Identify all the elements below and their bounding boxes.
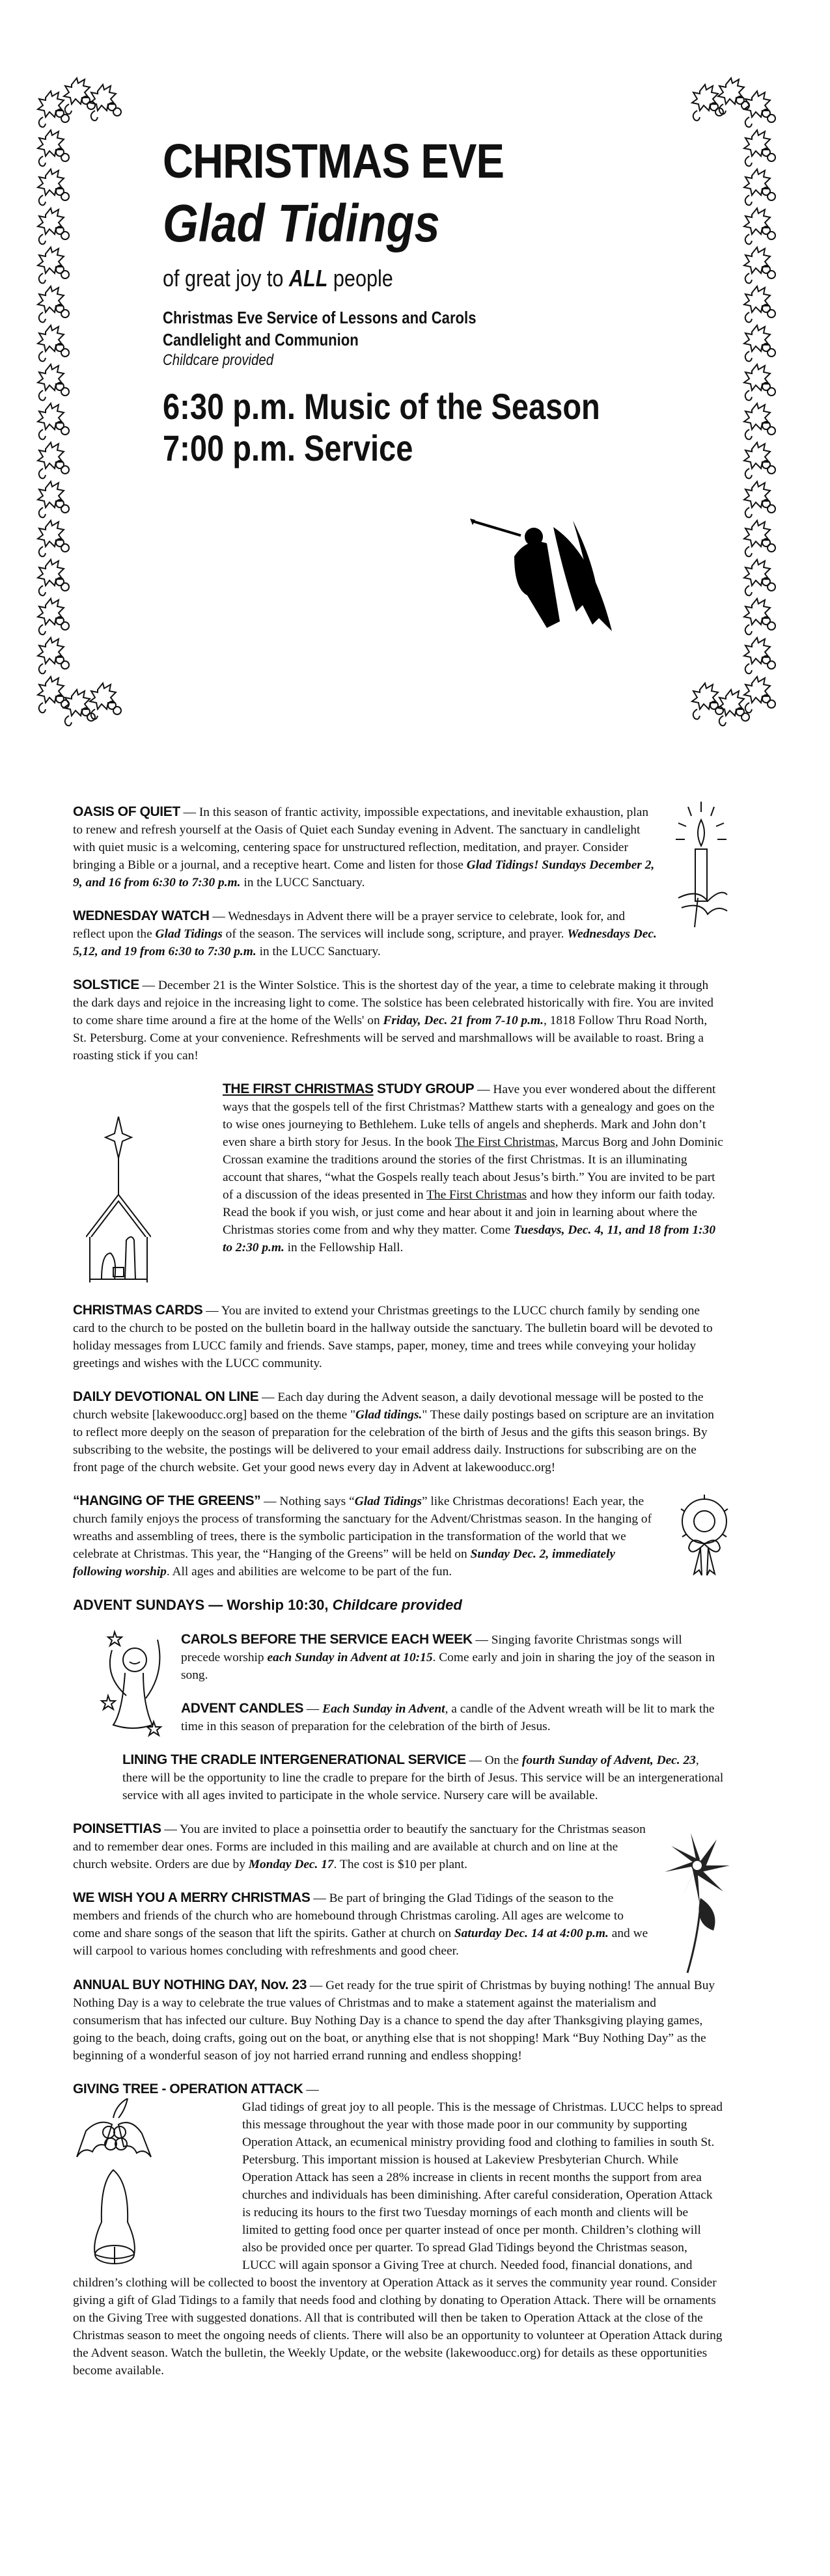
article-hanging-of-the-greens: “HANGING OF THE GREENS” — Nothing says “Glad Tidings” like Christmas decorations! Each year, the church family enjoys the process of transforming the sanctuary for the Advent/Christmas season. In the hanging of wreaths and assembling of trees, there is the symbolic participation in the transformation of the world that we celebrate at Christmas. This year, the “Hanging of the Greens” will be held on Sunday Dec. 2, immediately following worship. All ages and abilities are welcome to be part of the fun. (73, 1492, 724, 1580)
service-detail: Candlelight and Communion (163, 330, 359, 349)
advent-sundays-heading: ADVENT SUNDAYS — Worship 10:30, Childcare provided (73, 1597, 462, 1613)
carols-subsection: CAROLS BEFORE THE SERVICE EACH WEEK — Singing favorite Christmas songs will precede worship each Sunday in Advent at 10:15. Come early and join in sharing the joy of the season in song. (181, 1632, 715, 1682)
article-heading: THE FIRST CHRISTMAS (223, 1081, 374, 1096)
subsection-heading: ADVENT CANDLES (181, 1701, 304, 1716)
article-heading: WE WISH YOU A MERRY CHRISTMAS (73, 1890, 311, 1905)
article-heading: WEDNESDAY WATCH (73, 908, 210, 923)
flyer-title: CHRISTMAS EVE (163, 134, 505, 188)
christmas-eve-flyer (0, 0, 830, 781)
article-giving-tree-operation-attack: GIVING TREE - OPERATION ATTACK — Glad tidings of great joy to all people. This is the message of Christmas. LUCC helps to spread this message throughout the year with those made poor in our community by supporting Operation Attack, an ecumenical ministry providing food and clothing to families in south St. Petersburg. This important mission is housed at Lakeview Presbyterian Church. While Operation Attack has seen a 28% increase in clients in recent months the support from area churches and individuals has been diminishing. After careful consideration, Operation Attack is reducing its hours to the first two Tuesday mornings of each month and clients will be limited to getting food once per quarter instead of once per month. Children’s clothing will also be provided once per quarter. To spread Glad Tidings beyond the Christmas season, LUCC will again sponsor a Giving Tree at church. Needed food, financial donations, and children’s clothing will be collected to boost the inventory at Operation Attack as it serves the community year round. Consider giving a gift of Glad Tidings to a family that needs food and clothing by donating to Operation Attack. There will be ornaments on the Giving Tree with suggested donations. All that is contributed will then be taken to Operation Attack at the close of the Christmas season to meet the ongoing needs of clients. There will also be an opportunity to volunteer at Operation Attack during the Advent season. Watch the bulletin, the Weekly Update, or the website (lakewooducc.org) for details as these opportunities become available. (73, 2081, 723, 2378)
flyer-tagline: of great joy to ALL people (163, 265, 393, 291)
book-title: The First Christmas (454, 1135, 555, 1149)
subsection-heading: LINING THE CRADLE INTERGENERATIONAL SERVICE (122, 1752, 466, 1767)
service-time: 7:00 p.m. Service (163, 427, 413, 468)
article-heading: OASIS OF QUIET (73, 804, 180, 819)
subsection-heading: CAROLS BEFORE THE SERVICE EACH WEEK (181, 1632, 473, 1647)
article-daily-devotional: DAILY DEVOTIONAL ON LINE — Each day during the Advent season, a daily devotional message will be posted to the church website [lakewooducc.org] based on the theme "Glad tidings." These daily postings based on scripture are an invitation to reflect more deeply on the season of preparation for the celebration of the birth of Jesus and the gifts this season brings. By subscribing to the website, the postings will be delivered to your email address daily. Instructions for subscribing are on the front page of the church website. Get your good news every day in Advent at lakewooducc.org! (73, 1389, 714, 1474)
childcare-note: Childcare provided (163, 351, 274, 369)
article-merry-christmas-caroling: WE WISH YOU A MERRY CHRISTMAS — Be part of bringing the Glad Tidings of the season to the members and friends of the church who are homebound through Christmas caroling. All ages are welcome to come and share songs of the season that lift the spirits. Gather at church on Saturday Dec. 14 at 4:00 p.m. and we will carpool to various homes concluding with refreshments and good cheer. (73, 1890, 648, 1958)
article-heading: GIVING TREE - OPERATION ATTACK (73, 2081, 303, 2096)
article-buy-nothing-day: ANNUAL BUY NOTHING DAY, Nov. 23 — Get ready for the true spirit of Christmas by buying nothing! The annual Buy Nothing Day is a way to celebrate the true values of Christmas and to make a statement against the materialism and consumerism that has infected our culture. Buy Nothing Day is a chance to spend the day after Thanksgiving playing games, going to the beach, doing crafts, going out on the boat, or anything else that is not shopping! Mark “Buy Nothing Day” as the beginning of a wonderful season of joy not harried errand running and endless shopping! (73, 1977, 715, 2063)
article-poinsettias: POINSETTIAS — You are invited to place a poinsettia order to beautify the sanctuary for the Christmas season and to remember dear ones. Forms are included in this mailing and are available at church and on line at the church website. Orders are due by Monday Dec. 17. The cost is $10 per plant. (73, 1821, 646, 1871)
article-oasis-of-quiet: OASIS OF QUIET — In this season of frantic activity, impossible expectations, and inevitable exhaustion, plan to renew and refresh yourself at the Oasis of Quiet each Sunday evening in Advent. The sanctuary in candlelight with quiet music is a welcoming, centering space for unstructured reflection, meditation, and prayer. Consider bringing a Bible or a journal, and a receptive heart. Come and listen for those Glad Tidings! Sundays December 2, 9, and 16 from 6:30 to 7:30 p.m. in the LUCC Sanctuary. (73, 803, 724, 891)
service-name: Christmas Eve Service of Lessons and Carols (163, 308, 477, 327)
article-heading: SOLSTICE (73, 977, 139, 992)
article-heading: “HANGING OF THE GREENS” (73, 1493, 261, 1508)
article-christmas-cards: CHRISTMAS CARDS — You are invited to extend your Christmas greetings to the LUCC church family by sending one card to the church to be posted on the bulletin board in the hallway outside the sanctuary. The bulletin board will be devoted to holiday messages from LUCC family and friends. Save stamps, paper, money, time and trees while conveying your holiday greetings and wishes with the LUCC community. (73, 1303, 713, 1370)
article-heading: DAILY DEVOTIONAL ON LINE (73, 1389, 259, 1404)
article-first-christmas-study-group: THE FIRST CHRISTMAS STUDY GROUP — Have you ever wondered about the different ways that the gospels tell of the first Christmas? Matthew starts with a genealogy and goes on the to wise ones journeying to Bethlehem. Luke tells of angels and shepherds. Mark and John don’t even share a birth story for Jesus. In the book The First Christmas, Marcus Borg and John Dominic Crossan examine the traditions around the stories of the first Christmas. It is an illuminating account that shares, “what the Gospels really teach about Jesus’s birth.” You are invited to be part of a discussion of the ideas presented in The First Christmas and how they inform our faith today. Read the book if you wish, or just come and hear about it and join in learning about where the Christmas stories come from and why they matter. Come Tuesdays, Dec. 4, 11, and 18 from 1:30 to 2:30 p.m. in the Fellowship Hall. (73, 1080, 724, 1286)
wreath-icon (678, 1472, 730, 1590)
flyer-subtitle: Glad Tidings (163, 194, 440, 253)
holly-bell-icon (73, 2098, 158, 2274)
article-heading: POINSETTIAS (73, 1821, 161, 1836)
newsletter-articles (73, 803, 724, 2395)
article-wednesday-watch: WEDNESDAY WATCH — Wednesdays in Advent there will be a prayer service to celebrate, look for, and reflect upon the Glad Tidings of the season. The services will include song, scripture, and prayer. Wednesdays Dec. 5,12, and 19 from 6:30 to 7:30 p.m. in the LUCC Sanctuary. (73, 908, 657, 958)
lining-the-cradle-subsection: LINING THE CRADLE INTERGENERATIONAL SERVICE — On the fourth Sunday of Advent, Dec. 23, there will be the opportunity to line the cradle to prepare for the birth of Jesus. This service will be an intergenerational service with all ages invited to participate in the whole service. Nursery care will be available. (122, 1752, 724, 1802)
music-time: 6:30 p.m. Music of the Season (163, 386, 600, 427)
nativity-stable-icon (86, 1117, 151, 1286)
poinsettia-block (73, 1820, 724, 1976)
advent-subsections (73, 1631, 724, 1804)
book-title: The First Christmas (426, 1188, 527, 1202)
article-heading: ANNUAL BUY NOTHING DAY, Nov. 23 (73, 1977, 307, 1992)
article-advent-sundays (73, 1596, 724, 1804)
flyer-text-block (163, 133, 697, 469)
trumpet-angel-icon (469, 517, 664, 647)
cherub-angel-icon (99, 1624, 171, 1748)
article-solstice: SOLSTICE — December 21 is the Winter Solstice. This is the shortest day of the year, a time to celebrate making it through the dark days and rejoice in the increasing light to come. The solstice has been celebrated historically with fire. You are invited to come share time around a fire at the home of the Wells' on Friday, Dec. 21 from 7-10 p.m., 1818 Follow Thru Road North, St. Petersburg. Come at your convenience. Refreshments will be served and marshmallows will be available to roast. Bring a roasting stick if you can! (73, 977, 713, 1063)
article-heading: CHRISTMAS CARDS (73, 1303, 203, 1318)
advent-candles-subsection: ADVENT CANDLES — Each Sunday in Advent, a candle of the Advent wreath will be lit to mark the time in this season of preparation for the celebration of the birth of Jesus. (181, 1701, 715, 1733)
